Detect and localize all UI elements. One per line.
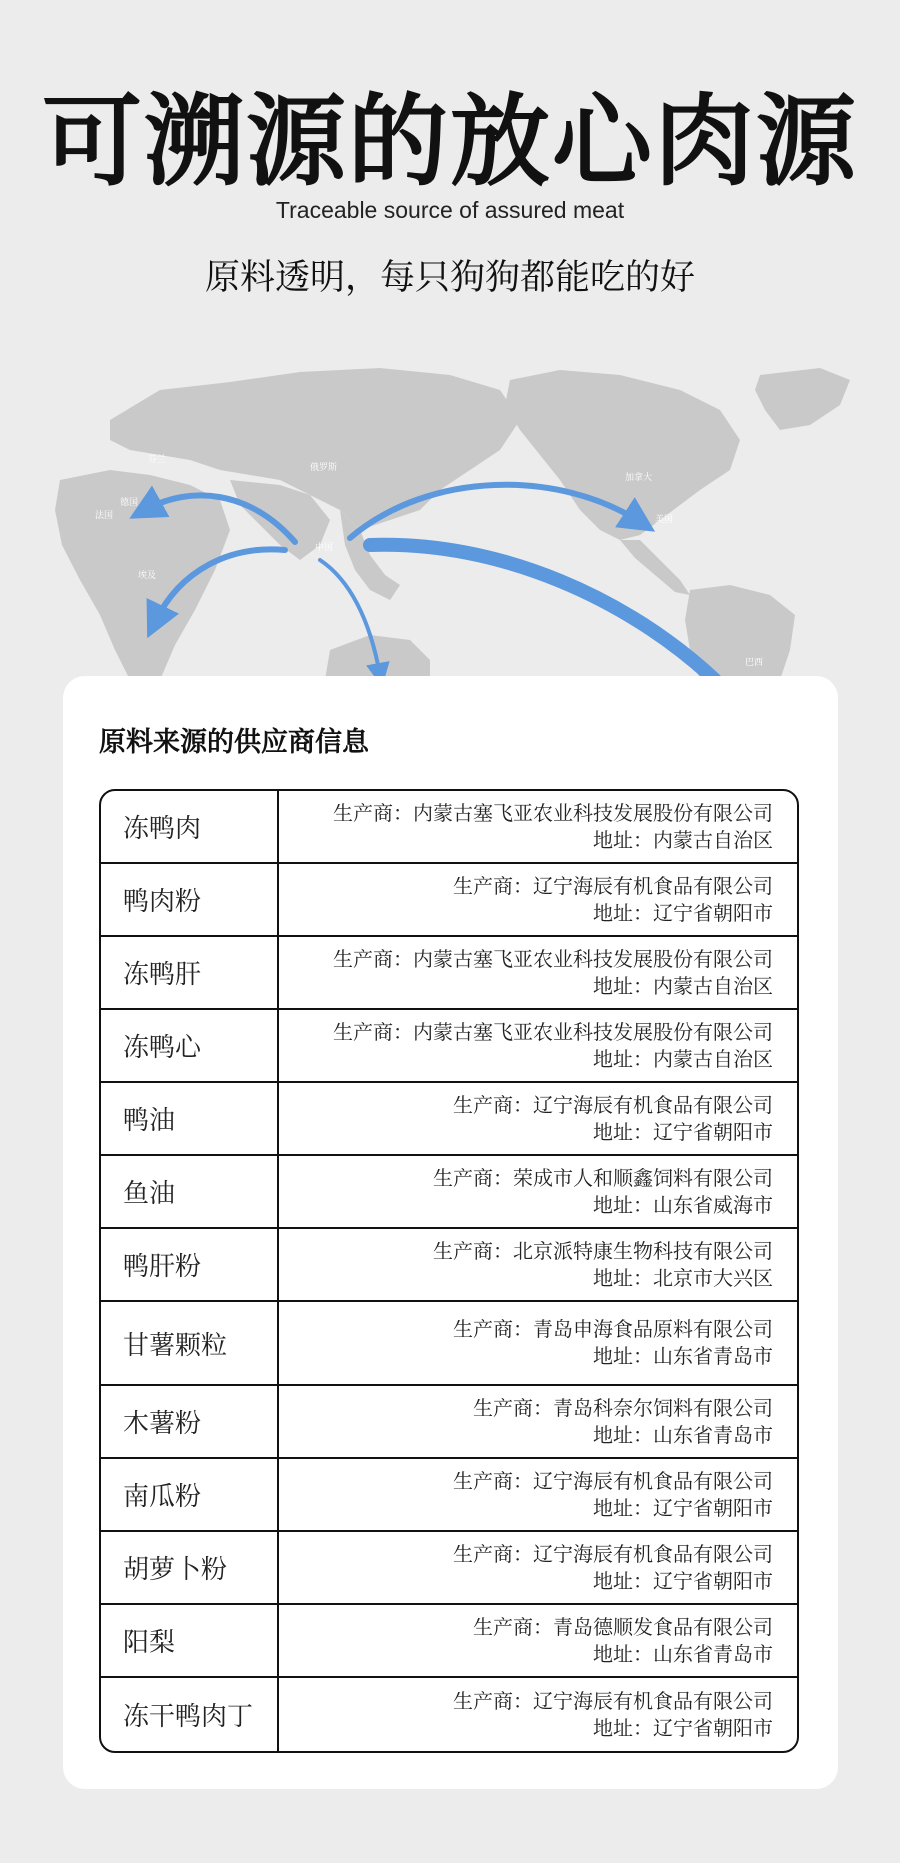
address-text: 地址：山东省青岛市	[593, 1641, 773, 1666]
producer-text: 生产商：青岛德顺发食品有限公司	[473, 1614, 773, 1639]
address-text: 地址：辽宁省朝阳市	[593, 900, 773, 925]
producer-text: 生产商：内蒙古塞飞亚农业科技发展股份有限公司	[333, 1019, 773, 1044]
label-egypt: 埃及	[138, 571, 157, 581]
supplier-info	[279, 791, 797, 862]
table-row	[101, 1532, 797, 1605]
address-text: 地址：内蒙古自治区	[593, 1046, 773, 1071]
producer-text: 生产商：青岛申海食品原料有限公司	[453, 1317, 773, 1341]
ingredient-name: 鸭肉粉	[101, 864, 279, 935]
address-text: 地址：辽宁省朝阳市	[593, 1715, 773, 1740]
label-brazil: 巴西	[745, 658, 764, 668]
producer-text: 生产商：辽宁海辰有机食品有限公司	[453, 1541, 773, 1566]
producer-text: 生产商：内蒙古塞飞亚农业科技发展股份有限公司	[333, 800, 773, 825]
supplier-info	[279, 1532, 797, 1603]
ingredient-name: 甘薯颗粒	[101, 1302, 279, 1384]
supplier-info	[279, 1459, 797, 1530]
label-france: 法国	[95, 511, 114, 521]
table-row	[101, 1678, 797, 1751]
ingredient-name: 木薯粉	[101, 1386, 279, 1457]
supplier-info	[279, 1386, 797, 1457]
ingredient-name: 冻鸭肉	[101, 791, 279, 862]
table-row	[101, 937, 797, 1010]
page-title: 可溯源的放心肉源	[42, 83, 858, 200]
label-canada: 加拿大	[625, 473, 653, 483]
address-text: 地址：山东省青岛市	[593, 1344, 773, 1368]
table-row	[101, 864, 797, 937]
ingredient-name: 冻鸭肝	[101, 937, 279, 1008]
ingredient-name: 鸭肝粉	[101, 1229, 279, 1300]
producer-text: 生产商：北京派特康生物科技有限公司	[433, 1238, 773, 1263]
producer-text: 生产商：辽宁海辰有机食品有限公司	[453, 1688, 773, 1713]
table-row	[101, 1010, 797, 1083]
english-subtitle: Traceable source of assured meat	[275, 197, 625, 223]
address-text: 地址：内蒙古自治区	[593, 973, 773, 998]
ingredient-name: 鱼油	[101, 1156, 279, 1227]
table-row	[101, 791, 797, 864]
producer-text: 生产商：辽宁海辰有机食品有限公司	[453, 873, 773, 898]
table-row	[101, 1229, 797, 1302]
supplier-info	[279, 1229, 797, 1300]
ingredient-name: 胡萝卜粉	[101, 1532, 279, 1603]
supplier-info	[279, 1302, 797, 1384]
table-row	[101, 1605, 797, 1678]
producer-text: 生产商：内蒙古塞飞亚农业科技发展股份有限公司	[333, 946, 773, 971]
address-text: 地址：内蒙古自治区	[593, 827, 773, 852]
world-map	[0, 360, 900, 680]
ingredient-name: 鸭油	[101, 1083, 279, 1154]
address-text: 地址：北京市大兴区	[593, 1265, 773, 1290]
supplier-info	[279, 1010, 797, 1081]
ingredient-name: 冻鸭心	[101, 1010, 279, 1081]
continents	[55, 368, 850, 680]
supplier-table	[99, 789, 799, 1753]
address-text: 地址：辽宁省朝阳市	[593, 1119, 773, 1144]
table-row	[101, 1083, 797, 1156]
ingredient-name: 阳梨	[101, 1605, 279, 1676]
producer-text: 生产商：辽宁海辰有机食品有限公司	[453, 1468, 773, 1493]
supplier-info	[279, 864, 797, 935]
chinese-subtitle: 原料透明，每只狗狗都能吃的好	[204, 258, 695, 298]
producer-text: 生产商：荣成市人和顺鑫饲料有限公司	[433, 1165, 773, 1190]
supplier-info	[279, 1605, 797, 1676]
supplier-info	[279, 1156, 797, 1227]
table-row	[101, 1386, 797, 1459]
label-usa: 美国	[655, 515, 674, 525]
address-text: 地址：辽宁省朝阳市	[593, 1568, 773, 1593]
table-row	[101, 1156, 797, 1229]
table-row	[101, 1459, 797, 1532]
producer-text: 生产商：辽宁海辰有机食品有限公司	[453, 1092, 773, 1117]
label-russia: 俄罗斯	[310, 463, 338, 473]
label-china: 中国	[315, 543, 334, 553]
central-america-landmass	[620, 540, 690, 595]
supplier-info	[279, 1083, 797, 1154]
label-germany: 德国	[120, 498, 139, 508]
ingredient-name: 冻干鸭肉丁	[101, 1678, 279, 1751]
supplier-info	[279, 1678, 797, 1751]
address-text: 地址：山东省威海市	[593, 1192, 773, 1217]
trade-arrows	[145, 485, 715, 680]
supplier-info	[279, 937, 797, 1008]
supplier-info-card	[63, 676, 838, 1789]
label-finland: 芬兰	[148, 455, 167, 465]
greenland-landmass	[755, 368, 850, 430]
address-text: 地址：辽宁省朝阳市	[593, 1495, 773, 1520]
card-title: 原料来源的供应商信息	[99, 727, 369, 758]
ingredient-name: 南瓜粉	[101, 1459, 279, 1530]
address-text: 地址：山东省青岛市	[593, 1422, 773, 1447]
producer-text: 生产商：青岛科奈尔饲料有限公司	[473, 1395, 773, 1420]
table-row	[101, 1302, 797, 1386]
